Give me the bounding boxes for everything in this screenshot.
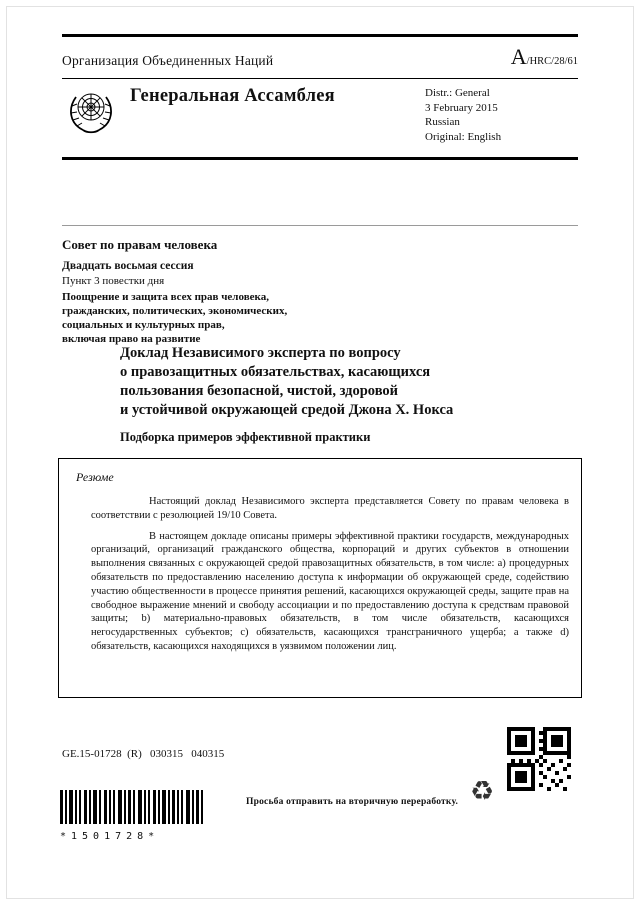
document-header <box>62 46 578 69</box>
recycle-note: Просьба отправить на вторичную переработку. <box>246 797 459 807</box>
header-divider <box>62 78 578 79</box>
document-symbol <box>511 46 578 69</box>
un-emblem-icon <box>64 84 118 145</box>
agenda-title-line: Поощрение и защита всех прав человека, <box>62 291 269 303</box>
recycle-icon: ♻ <box>470 776 495 807</box>
session-number: Двадцать восьмая сессия <box>62 260 194 272</box>
masthead <box>62 84 578 158</box>
ge-number: GE.15-01728 (R) 030315 040315 <box>62 748 225 760</box>
date-line: 3 February 2015 <box>425 101 498 114</box>
org-name: Организация Объединенных Наций <box>62 53 274 68</box>
report-title-line: о правозащитных обязательствах, касающихся <box>120 364 431 380</box>
original-language-line: Original: English <box>425 130 502 143</box>
summary-paragraph-1: Настоящий доклад Независимого эксперта представляется Совету по правам человека в соответствии с резолюцией 19/10 Совета. <box>91 496 569 521</box>
symbol-letter: A <box>510 44 527 69</box>
distribution-block <box>425 86 501 144</box>
report-subtitle: Подборка примеров эффективной практики <box>120 430 371 444</box>
report-title-line: и устойчивой окружающей средой Джона Х. Нокса <box>120 402 454 418</box>
report-title <box>120 344 570 420</box>
language-line: Russian <box>425 116 460 128</box>
top-rule <box>62 34 578 37</box>
assembly-title: Генеральная Ассамблея <box>130 86 335 106</box>
symbol-number: /HRC/28/61 <box>526 56 578 67</box>
agenda-title-line: социальных и культурных прав, <box>62 319 225 331</box>
barcode <box>60 790 205 842</box>
masthead-divider <box>62 157 578 160</box>
barcode-bars <box>60 790 205 824</box>
summary-paragraph-2: В настоящем докладе описаны примеры эффективной практики государств, международных организаций, организаций гражданского общества, корпораций и других субъектов в отношении выполнения связанных с окружающей средой правозащитных обязательств, в том числе: a) процедурных обязательств по предоставлению населению доступа к информации об окружающей среде, содействию участию общественности в процессе принятия решений, касающихся окружающей среды, защите прав на свободное выражение мнений и свободу ассоциации и по предоставлению доступа к средствам правовой защиты; b) материально-правовых обязательств, в том числе обязательств, касающихся негосударственных субъектов; c) обязательств, касающихся трансграничного ущерба; а также d) обязательств, касающихся находящихся в уязвимом положении лиц. <box>91 530 569 652</box>
section-divider <box>62 225 578 226</box>
distr-line: Distr.: General <box>425 87 490 99</box>
summary-box <box>58 458 582 698</box>
barcode-text: *1501728* <box>60 831 160 842</box>
agenda-title-line: включая право на развитие <box>62 333 201 345</box>
agenda-title-line: гражданских, политических, экономических, <box>62 305 288 317</box>
report-title-line: пользования безопасной, чистой, здоровой <box>120 383 399 399</box>
session-block <box>62 237 287 346</box>
agenda-item: Пункт 3 повестки дня <box>62 275 165 287</box>
qr-code <box>507 727 571 791</box>
summary-heading: Резюме <box>76 470 114 484</box>
council-heading: Совет по правам человека <box>62 237 218 252</box>
report-title-line: Доклад Независимого эксперта по вопросу <box>120 345 401 361</box>
agenda-title <box>62 290 287 346</box>
